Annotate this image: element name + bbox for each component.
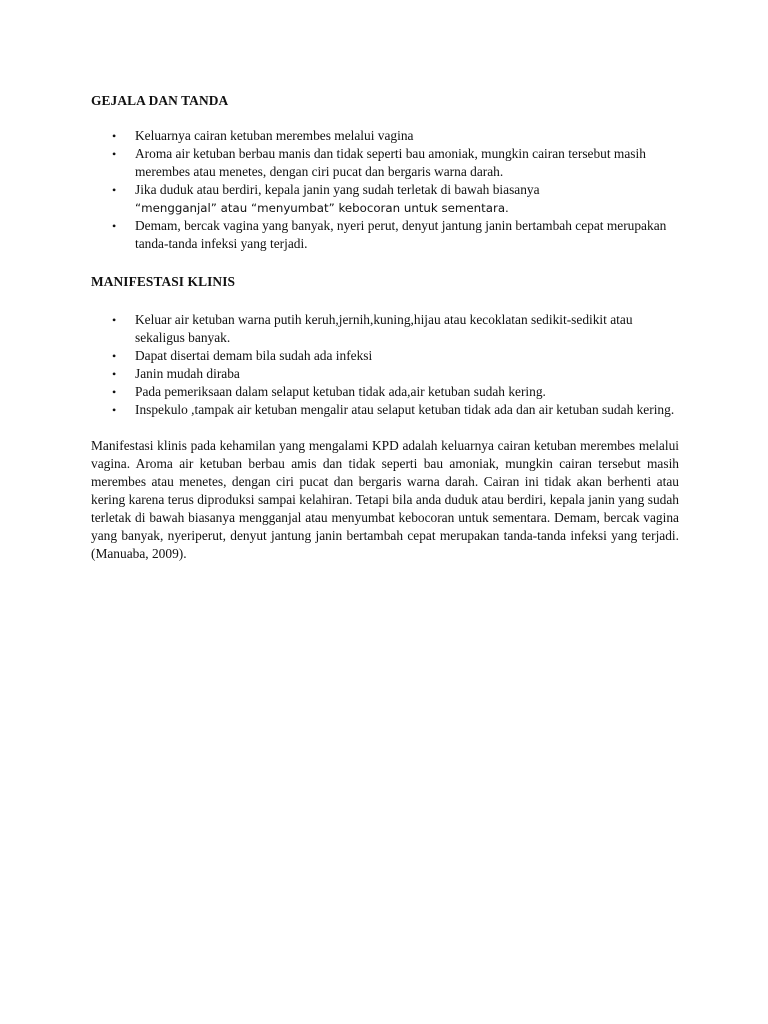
list-item-text: Keluarnya cairan ketuban merembes melalui vagina (135, 128, 414, 143)
list-item (91, 365, 679, 383)
list-item-text: Dapat disertai demam bila sudah ada infeksi (135, 348, 373, 363)
list-item (91, 311, 679, 347)
section-heading-manifestasi: MANIFESTASI KLINIS (91, 274, 236, 289)
list-item-text: Pada pemeriksaan dalam selaput ketuban tidak ada,air ketuban sudah kering. (135, 384, 546, 399)
bullet-icon: • (112, 129, 117, 143)
list-item (91, 401, 679, 419)
list-item (91, 145, 679, 181)
bullet-icon: • (112, 147, 117, 161)
list-item-text: Aroma air ketuban berbau manis dan tidak seperti bau amoniak, mungkin cairan tersebut masih merembes atau menetes, dengan ciri pucat dan bergaris warna darah. (135, 146, 646, 179)
list-item-text: Jika duduk atau berdiri, kepala janin yang sudah terletak di bawah biasanya (135, 182, 540, 197)
bullet-icon: • (112, 367, 117, 381)
list-item (91, 181, 679, 217)
section-heading-gejala: GEJALA DAN TANDA (91, 93, 229, 108)
list-item (91, 217, 679, 253)
bullet-icon: • (112, 313, 117, 327)
list-item-text: Keluar air ketuban warna putih keruh,jernih,kuning,hijau atau kecoklatan sedikit-sedikit atau sekaligus banyak. (135, 312, 633, 345)
list-item (91, 383, 679, 401)
list-item-text: Janin mudah diraba (135, 366, 240, 381)
list-item-text: Inspekulo ,tampak air ketuban mengalir atau selaput ketuban tidak ada dan air ketuban sudah kering. (135, 402, 675, 417)
list-item (91, 347, 679, 365)
list-item-text: Demam, bercak vagina yang banyak, nyeri perut, denyut jantung janin bertambah cepat merupakan tanda-tanda infeksi yang terjadi. (135, 218, 667, 251)
document-page (91, 92, 679, 563)
list-item-text-continuation: “mengganjal” atau “menyumbat” kebocoran untuk sementara. (135, 201, 509, 215)
bullet-icon: • (112, 349, 117, 363)
manifestasi-list (91, 311, 679, 419)
bullet-icon: • (112, 219, 117, 233)
gejala-list (91, 127, 679, 253)
body-paragraph: Manifestasi klinis pada kehamilan yang mengalami KPD adalah keluarnya cairan ketuban merembes melalui vagina. Aroma air ketuban berbau amis dan tidak seperti bau amoniak, mungkin cairan tersebut masih merembes atau menetes, dengan ciri pucat dan bergaris warna darah. Cairan ini tidak akan berhenti atau kering karena terus diproduksi sampai kelahiran. Tetapi bila anda duduk atau berdiri, kepala janin yang sudah terletak di bawah biasanya mengganjal atau menyumbat kebocoran untuk sementara. Demam, bercak vagina yang banyak, nyeriperut, denyut jantung janin bertambah cepat merupakan tanda-tanda infeksi yang terjadi. (Manuaba, 2009). (91, 438, 679, 561)
bullet-icon: • (112, 183, 117, 197)
bullet-icon: • (112, 403, 117, 417)
bullet-icon: • (112, 385, 117, 399)
list-item (91, 127, 679, 145)
